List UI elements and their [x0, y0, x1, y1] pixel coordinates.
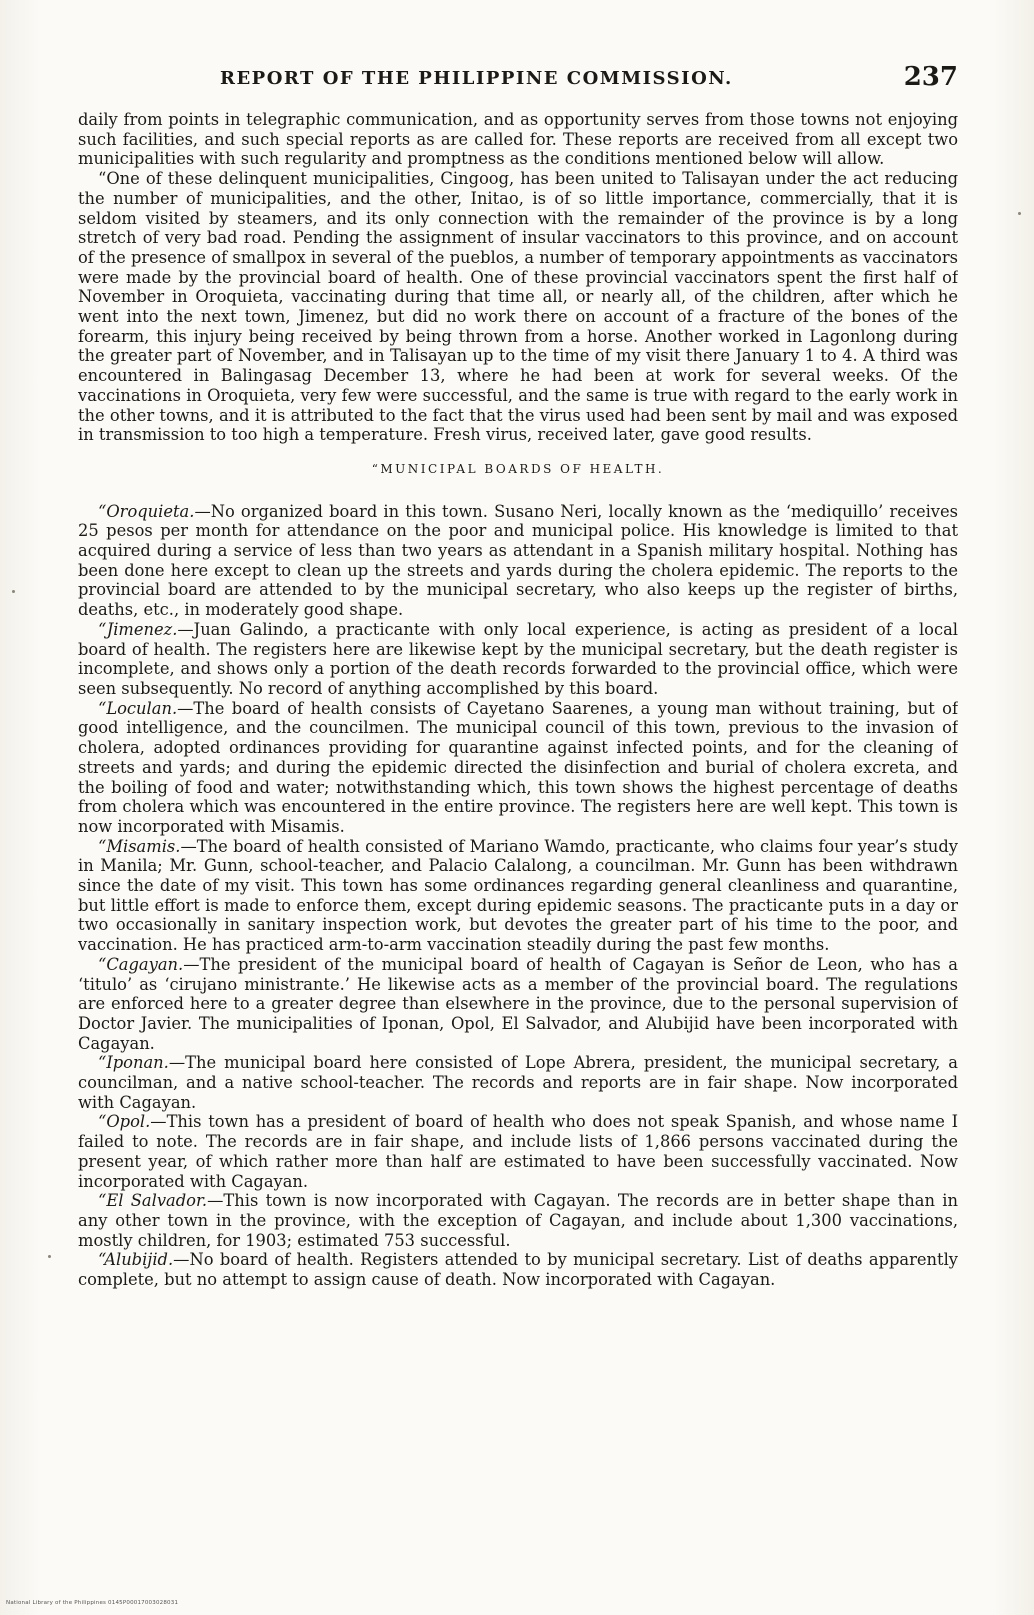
scan-footer-note: National Library of the Philippines 0145P00017003028031 [6, 1600, 179, 1606]
entry-paragraph [78, 837, 958, 955]
running-head [220, 62, 958, 102]
entry-text: —This town is now incorporated with Cagayan. The records are in better shape than in any other town in the province, with the exception of Cagayan, and include about 1,300 vaccinations, mostly children, for 1903; estimated 753 successful. [78, 1191, 958, 1250]
entry-paragraph [78, 1191, 958, 1250]
body-text [78, 110, 958, 1580]
entry-text: —The board of health consisted of Mariano Wamdo, practicante, who claims four year’s study in Manila; Mr. Gunn, school-teacher, and Palacio Calalong, a councilman. Mr. Gunn has been withdrawn since the date of my visit. This town has some ordinances regarding general cleanliness and quarantine, but little effort is made to enforce them, except during epidemic seasons. The practicante puts in a day or two occasionally in sanitary inspection work, but devotes the greater part of his time to the poor, and vaccination. He has practiced arm-to-arm vaccination steadily during the past few months. [78, 836, 958, 955]
entry-text: —The board of health consists of Cayetano Saarenes, a young man without training, but of good intelligence, and the councilmen. The municipal council of this town, previous to the invasion of cholera, adopted ordinances providing for quarantine against infected points, and for the cleaning of streets and yards; and during the epidemic directed the disinfection and burial of cholera excreta, and the boiling of food and water; notwithstanding which, this town shows the highest percentage of deaths from cholera which was encountered in the entire province. The registers here are well kept. This town is now incorporated with Misamis. [78, 698, 958, 836]
entry-paragraph [78, 1053, 958, 1112]
entry-name: “Loculan. [98, 698, 178, 718]
intro-paragraph: “One of these delinquent municipalities, Cingoog, has been united to Talisayan under the act reducing the number of municipalities, and the other, Initao, is of so little importance, commercially, that it is seldom visited by steamers, and its only connection with the remainder of the province is by a long stretch of very bad road. Pending the assignment of insular vaccinators to this province, and on account of the presence of smallpox in several of the pueblos, a number of temporary appointments as vaccinators were made by the provincial board of health. One of these provincial vaccinators spent the first half of November in Oroquieta, vaccinating during that time all, or nearly all, of the children, after which he went into the next town, Jimenez, but did no work there on account of a fracture of the bones of the forearm, this injury being received by being thrown from a horse. Another worked in Lagonlong during the greater part of November, and in Talisayan up to the time of my visit there January 1 to 4. A third was encountered in Balingasag December 13, where he had been at work for several weeks. Of the vaccinations in Oroquieta, very few were successful, and the same is true with regard to the early work in the other towns, and it is attributed to the fact that the virus used had been sent by mail and was exposed in transmission to too high a temperature. Fresh virus, received later, gave good results. [78, 169, 958, 445]
running-title: REPORT OF THE PHILIPPINE COMMISSION. [220, 68, 733, 89]
scan-speck [48, 1255, 51, 1258]
entry-text: —This town has a president of board of health who does not speak Spanish, and whose name I failed to note. The records are in fair shape, and include lists of 1,866 persons vaccinated during the present year, of which rather more than half are estimated to have been successfully vaccinated. Now incorporated with Cagayan. [78, 1112, 958, 1191]
entry-text: —The municipal board here consisted of Lope Abrera, president, the municipal secretary, a councilman, and a native school-teacher. The records and reports are in fair shape. Now incorporated with Cagayan. [78, 1053, 958, 1112]
entry-text: —The president of the municipal board of health of Cagayan is Señor de Leon, who has a ‘titulo’ as ‘cirujano ministrante.’ He likewise acts as a member of the provincial board. The regulations are enforced here to a greater degree than elsewhere in the province, due to the personal supervision of Doctor Javier. The municipalities of Iponan, Opol, El Salvador, and Alubijid have been incorporated with Cagayan. [78, 954, 958, 1053]
entry-name: “Iponan. [98, 1053, 169, 1073]
entry-name: “Cagayan. [98, 954, 184, 974]
entry-name: “Opol. [98, 1112, 151, 1132]
entry-paragraph [78, 1112, 958, 1191]
section-heading: “MUNICIPAL BOARDS OF HEALTH. [371, 461, 665, 476]
entry-paragraph [78, 620, 958, 699]
entry-text: —No organized board in this town. Susano Neri, locally known as the ‘mediquillo’ receives 25 pesos per month for attendance on the poor and municipal police. His knowledge is limited to that acquired during a service of less than two years as attendant in a Spanish military hospital. Nothing has been done here except to clean up the streets and yards during the cholera epidemic. The reports to the provincial board are attended to by the municipal secretary, who also keeps up the register of births, deaths, etc., in moderately good shape. [78, 501, 958, 620]
entry-name: “Oroquieta. [98, 501, 195, 521]
scan-speck [1018, 212, 1021, 215]
entry-paragraph [78, 955, 958, 1054]
page-number: 237 [903, 62, 958, 92]
scan-speck [12, 590, 15, 593]
entry-paragraph [78, 1250, 958, 1289]
entry-paragraph [78, 699, 958, 837]
entry-name: “Misamis. [98, 836, 181, 856]
entry-name: “Jimenez. [98, 619, 178, 639]
entry-name: “Alubijid. [98, 1250, 174, 1270]
intro-paragraph: daily from points in telegraphic communication, and as opportunity serves from those towns not enjoying such facilities, and such special reports as are called for. These reports are received from all except two municipalities with such regularity and promptness as the conditions mentioned below will allow. [78, 110, 958, 169]
entry-name: “El Salvador. [98, 1191, 208, 1211]
entry-paragraph [78, 502, 958, 620]
entry-text: —Juan Galindo, a practicante with only local experience, is acting as president of a local board of health. The registers here are likewise kept by the municipal secretary, but the death register is incomplete, and shows only a portion of the death records forwarded to the provincial office, which were seen subsequently. No record of anything accomplished by this board. [78, 619, 958, 698]
entry-text: —No board of health. Registers attended to by municipal secretary. List of deaths apparently complete, but no attempt to assign cause of death. Now incorporated with Cagayan. [78, 1250, 958, 1290]
